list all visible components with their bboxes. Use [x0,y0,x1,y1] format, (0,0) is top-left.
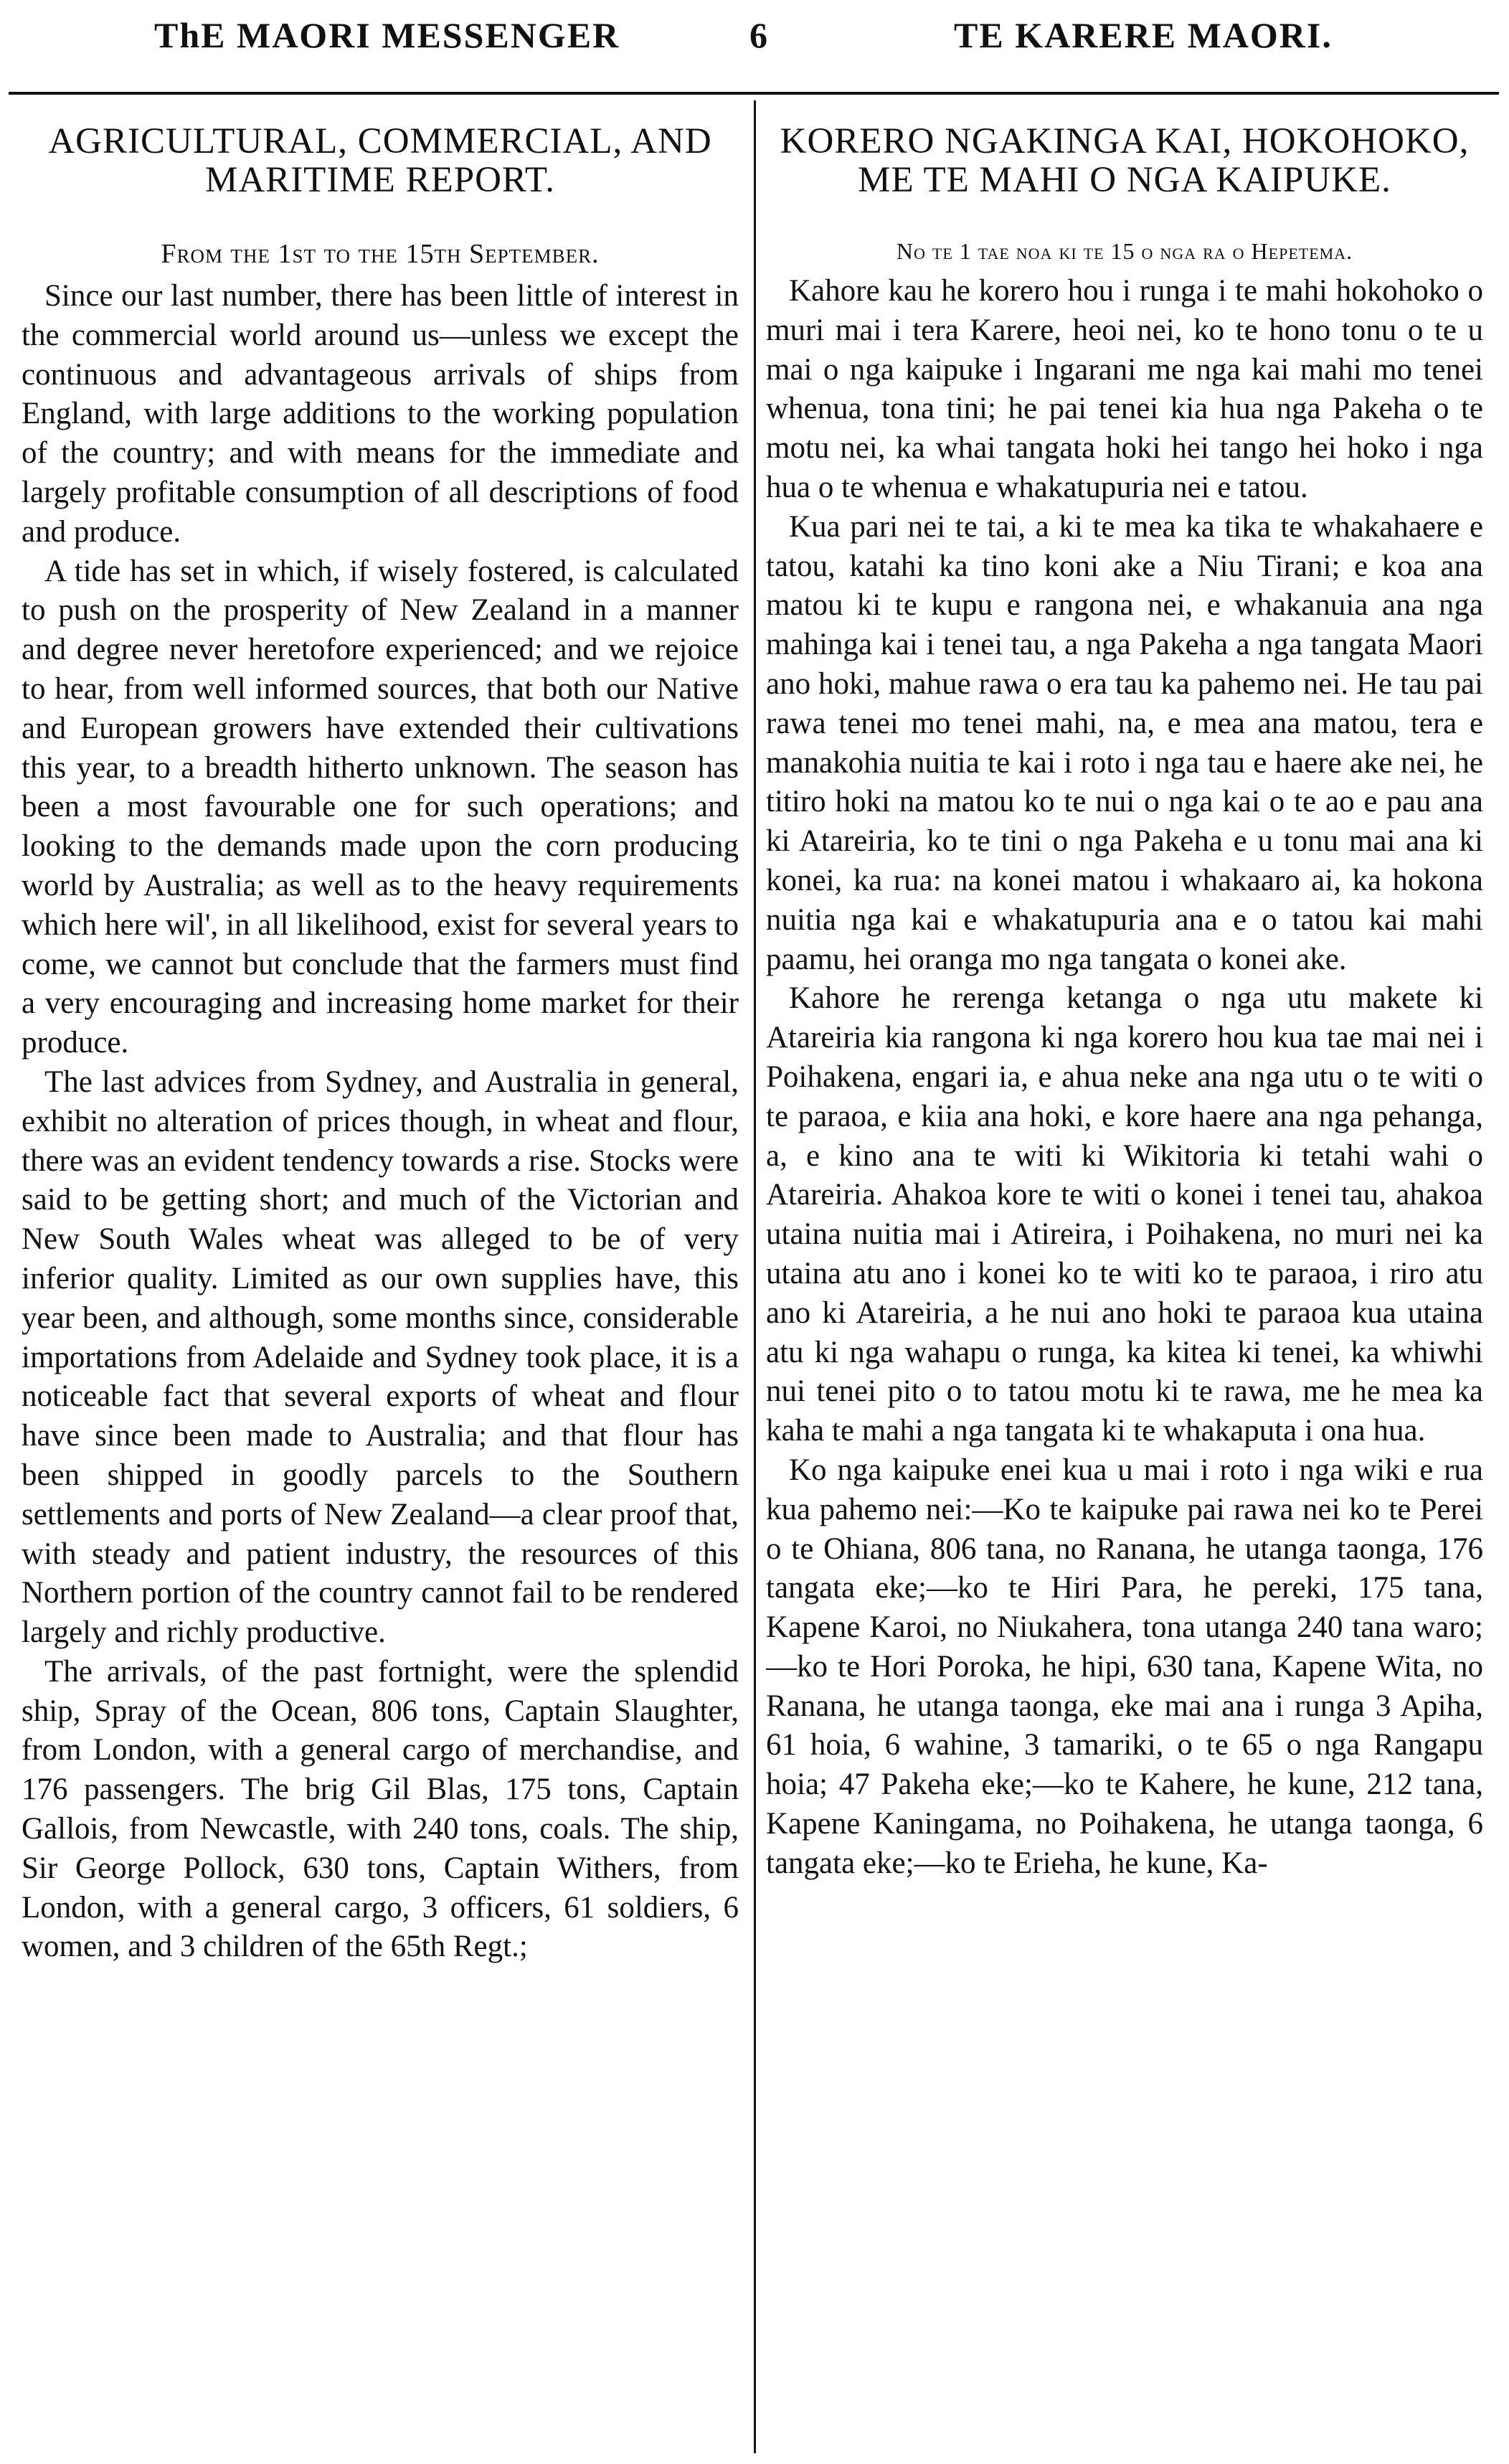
header-rule [9,92,1499,95]
article-paragraph: Kahore he rerenga ketanga o nga utu makete ki Atareiria kia rangona ki nga korero hou kua tae mai nei i Poihakena, engari ia, e ahua neke ana nga utu o te witi o te paraoa, e kiia ana hoki, e kore haere ana nga pehanga, a, e kino ana te witi ki Wikitoria ki tetahi wahi o Atareiria. Ahakoa kore te witi o konei i tenei tau, ahakoa utaina nuitia mai i Atireira, i Poihakena, no muri nei ka utaina atu ano i konei ko te witi ko te paraoa, i riro atu ano ki Atareiria, a he nui ano hoki te paraoa kua utaina atu ki nga wahapu o runga, ka kitea ki tenei, ka whiwhi nui tenei pito o to tatou motu ki te rawa, me he mea ka kaha te mahi a nga tangata ki te whakaputa i ona hua. [766,981,1483,1448]
english-report-title: AGRICULTURAL, COMMERCIAL, AND MARITIME REPORT. [48,121,712,200]
maori-report-title: KORERO NGAKINGA KAI, HOKOHOKO, ME TE MAHI O NGA KAIPUKE. [780,121,1470,200]
masthead-english: ThE MAORI MESSENGER [154,15,620,55]
english-report-dateline: From the 1st to the 15th September. [161,239,600,269]
page-number: 6 [749,15,767,55]
article-paragraph: Since our last number, there has been little of interest in the commercial world around us—unless we except the continuous and advantageous arrivals of ships from England, with large additions to the working population of the country; and with means for the immediate and largely profitable consumption of all descriptions of food and produce. [22,279,739,549]
article-paragraph: Ko nga kaipuke enei kua u mai i roto i nga wiki e rua kua pahemo nei:—Ko te kaipuke pai rawa nei ko te Perei o te Ohiana, 806 tana, no Ranana, he utanga taonga, 176 tangata eke;—ko te Hiri Para, he pereki, 175 tana, Kapene Karoi, no Niukahera, tona utanga 240 tana waro;—ko te Hori Poroka, he hipi, 630 tana, Kapene Wita, no Ranana, he utanga taonga, eke mai ana i runga 3 Apiha, 61 hoia, 6 wahine, 3 tamariki, o te 65 o nga Rangapu hoia; 47 Pakeha eke;—ko te Kahere, he kune, 212 tana, Kapene Kaningama, no Poihakena, he utanga taonga, 6 tangata eke;—ko te Erieha, he kune, Ka- [766,1453,1483,1880]
maori-report-dateline: No te 1 tae noa ki te 15 o nga ra o Hepetema. [896,238,1353,264]
article-paragraph: Kahore kau he korero hou i runga i te mahi hokohoko o muri mai i tera Karere, heoi nei, ko te hono tonu o te u mai o nga kaipuke i Ingarani me nga kai mahi mo tenei whenua, tona tini; he pai tenei kia hua nga Pakeha o te motu nei, ka whai tangata hoki hei tango hei hoko i nga hua o te whenua e whakatupuria nei e tatou. [766,274,1483,504]
article-paragraph: A tide has set in which, if wisely fostered, is calculated to push on the prosperity of New Zealand in a manner and degree never heretofore experienced; and we rejoice to hear, from well informed sources, that both our Native and European growers have extended their cultivations this year, to a breadth hitherto unknown. The season has been a most favourable one for such operations; and looking to the demands made upon the corn producing world by Australia; as well as to the heavy requirements which here wil', in all likelihood, exist for several years to come, we cannot but conclude that the farmers must find a very encouraging and increasing home market for their produce. [22,554,739,1060]
maori-column [766,111,1483,2457]
article-paragraph: Kua pari nei te tai, a ki te mea ka tika te whakahaere e tatou, katahi ka tino koni ake a Niu Tirani; e koa ana matou ki te kupu e rangona nei, e whakanuia ana nga mahinga kai i tenei tau, a nga Pakeha a nga tangata Maori ano hoki, mahue rawa o era tau ka pahemo nei. He tau pai rawa tenei mo tenei mahi, na, e mea ana matou, tera e manakohia nuitia te kai i roto i nga tau e haere ake nei, he titiro hoki na matou ko te nui o nga kai o te ao e pau ana ki Atareiria, ko te tini o nga Pakeha e u tonu mai ana ki konei, ka rua: na konei matou i whakaaro ai, ka hokona nuitia nga kai e whakatupuria ana e o tatou kai mahi paamu, hei oranga mo nga tangata o konei ake. [766,509,1483,976]
masthead-maori: TE KARERE MAORI. [954,15,1333,55]
page-header [0,0,1509,100]
article-paragraph: The arrivals, of the past fortnight, were the splendid ship, Spray of the Ocean, 806 tons, Captain Slaughter, from London, with a general cargo of merchandise, and 176 passengers. The brig Gil Blas, 175 tons, Captain Gallois, from Newcastle, with 240 tons, coals. The ship, Sir George Pollock, 630 tons, Captain Withers, from London, with a general cargo, 3 officers, 61 soldiers, 6 women, and 3 children of the 65th Regt.; [22,1654,739,1964]
article-paragraph: The last advices from Sydney, and Australia in general, exhibit no alteration of prices though, in wheat and flour, there was an evident tendency towards a rise. Stocks were said to be getting short; and much of the Victorian and New South Wales wheat was alleged to be of very inferior quality. Limited as our own supplies have, this year been, and although, some months since, considerable importations from Adelaide and Sydney took place, it is a noticeable fact that several exports of wheat and flour have since been made to Australia; and that flour has been shipped in goodly parcels to the Southern settlements and ports of New Zealand—a clear proof that, with steady and patient industry, the resources of this Northern portion of the country cannot fail to be rendered largely and richly productive. [22,1065,739,1650]
english-column [22,111,739,2457]
column-divider [754,100,756,2453]
